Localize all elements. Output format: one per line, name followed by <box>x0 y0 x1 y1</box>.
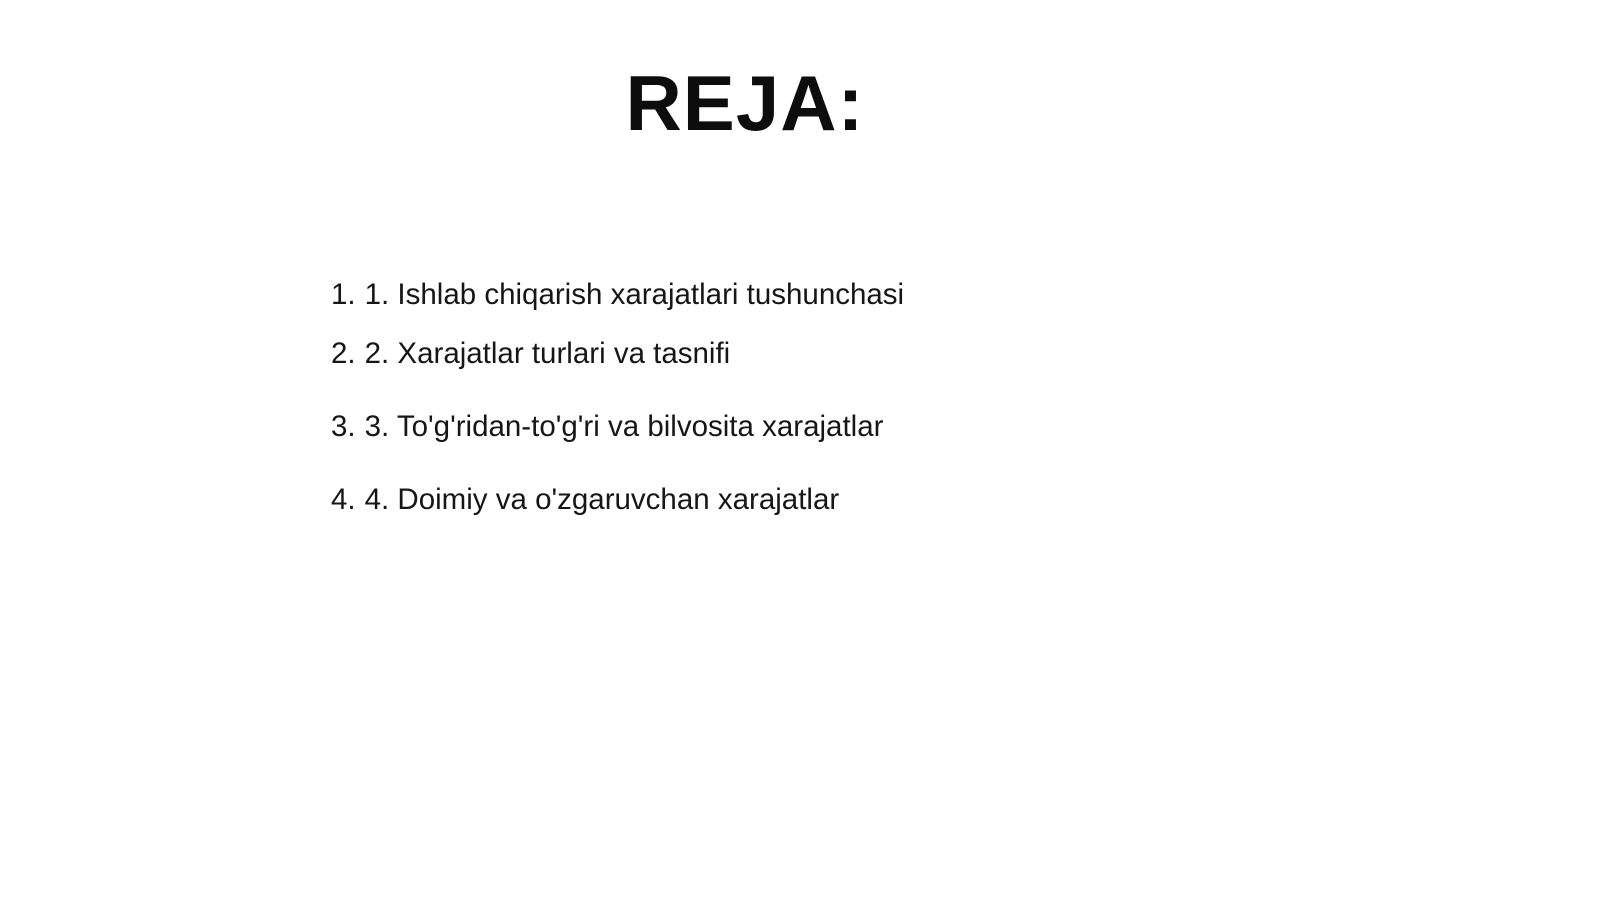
plan-item-number: 3. <box>331 410 356 443</box>
plan-item-3 <box>331 412 883 442</box>
slide-title: REJA: <box>625 59 865 147</box>
plan-item-text: 3. To'g'ridan-to'g'ri va bilvosita xarajatlar <box>364 410 884 443</box>
plan-item-2 <box>331 339 730 369</box>
plan-item-number: 4. <box>331 483 356 516</box>
plan-item-1 <box>331 280 904 310</box>
plan-item-text: 2. Xarajatlar turlari va tasnifi <box>364 337 731 370</box>
plan-item-4 <box>331 485 839 515</box>
plan-item-number: 1. <box>331 278 356 311</box>
plan-item-number: 2. <box>331 337 356 370</box>
plan-item-text: 4. Doimiy va o'zgaruvchan xarajatlar <box>364 483 840 516</box>
plan-item-text: 1. Ishlab chiqarish xarajatlari tushunchasi <box>364 278 905 311</box>
